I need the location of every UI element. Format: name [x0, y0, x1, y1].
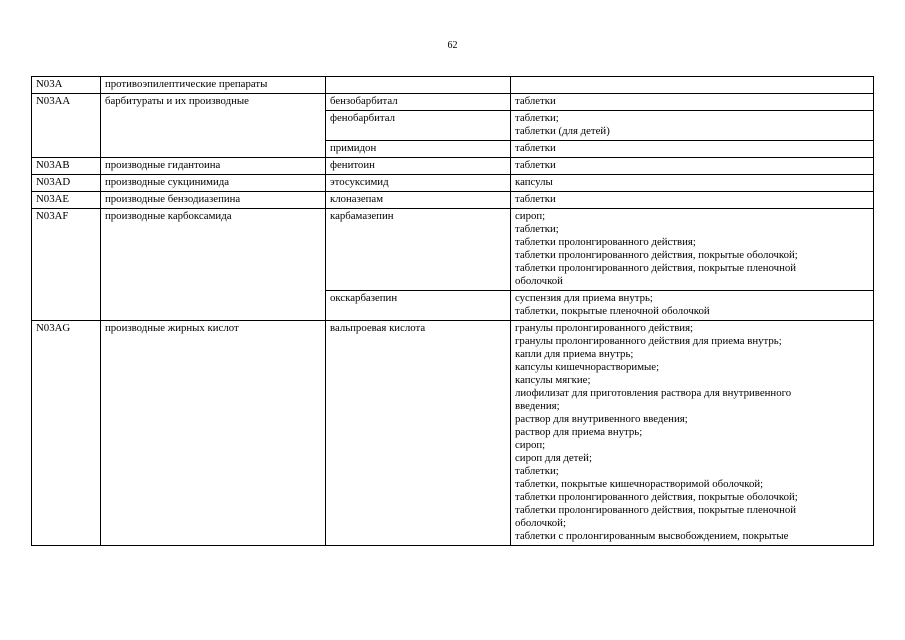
drug-name-cell: фенитоин: [326, 158, 511, 175]
drug-name-cell: этосуксимид: [326, 175, 511, 192]
dosage-form-line: оболочкой;: [515, 517, 566, 529]
table-row: [32, 321, 874, 546]
drug-name-cell: фенобарбитал: [326, 111, 511, 141]
dosage-forms-cell: [511, 209, 874, 291]
dosage-forms-cell: [511, 111, 874, 141]
dosage-form-line: таблетки: [515, 142, 556, 154]
table-row: [32, 192, 874, 209]
dosage-form-line: раствор для приема внутрь;: [515, 426, 643, 438]
group-name-cell: барбитураты и их производные: [101, 94, 326, 158]
dosage-form-line: таблетки пролонгированного действия, покрытые пленочной: [515, 262, 797, 274]
dosage-forms-cell: [511, 175, 874, 192]
drug-name-cell: вальпроевая кислота: [326, 321, 511, 546]
drug-table: [31, 76, 874, 546]
dosage-form-line: сироп;: [515, 210, 546, 222]
dosage-form-line: сироп;: [515, 439, 546, 451]
dosage-form-line: таблетки, покрытые пленочной оболочкой: [515, 305, 710, 317]
dosage-form-line: таблетки: [515, 159, 556, 171]
table-row: [32, 94, 874, 111]
dosage-form-line: таблетки: [515, 95, 556, 107]
dosage-forms-cell: [511, 321, 874, 546]
table-row: [32, 209, 874, 291]
dosage-form-line: капсулы кишечнорастворимые;: [515, 361, 660, 373]
dosage-form-line: таблетки;: [515, 112, 559, 124]
group-name-cell: производные сукцинимида: [101, 175, 326, 192]
dosage-form-line: гранулы пролонгированного действия для приема внутрь;: [515, 335, 782, 347]
dosage-form-line: таблетки с пролонгированным высвобождением, покрытые: [515, 530, 789, 542]
atc-code-cell: N03AA: [32, 94, 101, 158]
drug-name-cell: окскарбазепин: [326, 291, 511, 321]
dosage-form-line: суспензия для приема внутрь;: [515, 292, 653, 304]
dosage-form-line: таблетки;: [515, 465, 559, 477]
table-row: [32, 175, 874, 192]
dosage-form-line: капсулы: [515, 176, 553, 188]
group-name-cell: производные карбоксамида: [101, 209, 326, 321]
dosage-forms-cell: [511, 158, 874, 175]
dosage-form-line: капли для приема внутрь;: [515, 348, 634, 360]
group-name-cell: производные гидантоина: [101, 158, 326, 175]
drug-name-cell: карбамазепин: [326, 209, 511, 291]
dosage-form-line: таблетки, покрытые кишечнорастворимой оболочкой;: [515, 478, 764, 490]
drug-name-cell: примидон: [326, 141, 511, 158]
dosage-form-line: таблетки: [515, 193, 556, 205]
dosage-form-line: сироп для детей;: [515, 452, 592, 464]
dosage-form-line: раствор для внутривенного введения;: [515, 413, 688, 425]
group-name-cell: противоэпилептические препараты: [101, 77, 326, 94]
dosage-form-line: таблетки пролонгированного действия;: [515, 236, 696, 248]
dosage-form-line: гранулы пролонгированного действия;: [515, 322, 694, 334]
table-row: [32, 77, 874, 94]
drug-table-body: [32, 77, 874, 546]
dosage-forms-cell: [511, 192, 874, 209]
dosage-forms-cell: [511, 141, 874, 158]
dosage-form-line: введения;: [515, 400, 560, 412]
group-name-cell: производные бензодиазепина: [101, 192, 326, 209]
atc-code-cell: N03AD: [32, 175, 101, 192]
dosage-form-line: таблетки пролонгированного действия, покрытые пленочной: [515, 504, 797, 516]
drug-name-cell: бензобарбитал: [326, 94, 511, 111]
dosage-form-line: таблетки пролонгированного действия, покрытые оболочкой;: [515, 491, 798, 503]
group-name-cell: производные жирных кислот: [101, 321, 326, 546]
page-number: 62: [447, 40, 458, 51]
dosage-form-line: таблетки;: [515, 223, 559, 235]
drug-name-cell: клоназепам: [326, 192, 511, 209]
drug-table-container: [31, 76, 874, 640]
atc-code-cell: N03AG: [32, 321, 101, 546]
table-row: [32, 158, 874, 175]
atc-code-cell: N03A: [32, 77, 101, 94]
atc-code-cell: N03AF: [32, 209, 101, 321]
atc-code-cell: N03AE: [32, 192, 101, 209]
dosage-form-line: оболочкой: [515, 275, 563, 287]
dosage-form-line: таблетки пролонгированного действия, покрытые оболочкой;: [515, 249, 798, 261]
dosage-form-line: лиофилизат для приготовления раствора для внутривенного: [515, 387, 792, 399]
dosage-form-line: капсулы мягкие;: [515, 374, 591, 386]
drug-name-cell: [326, 77, 511, 94]
dosage-forms-cell: [511, 291, 874, 321]
atc-code-cell: N03AB: [32, 158, 101, 175]
dosage-form-line: таблетки (для детей): [515, 125, 610, 137]
dosage-forms-cell: [511, 77, 874, 94]
dosage-forms-cell: [511, 94, 874, 111]
